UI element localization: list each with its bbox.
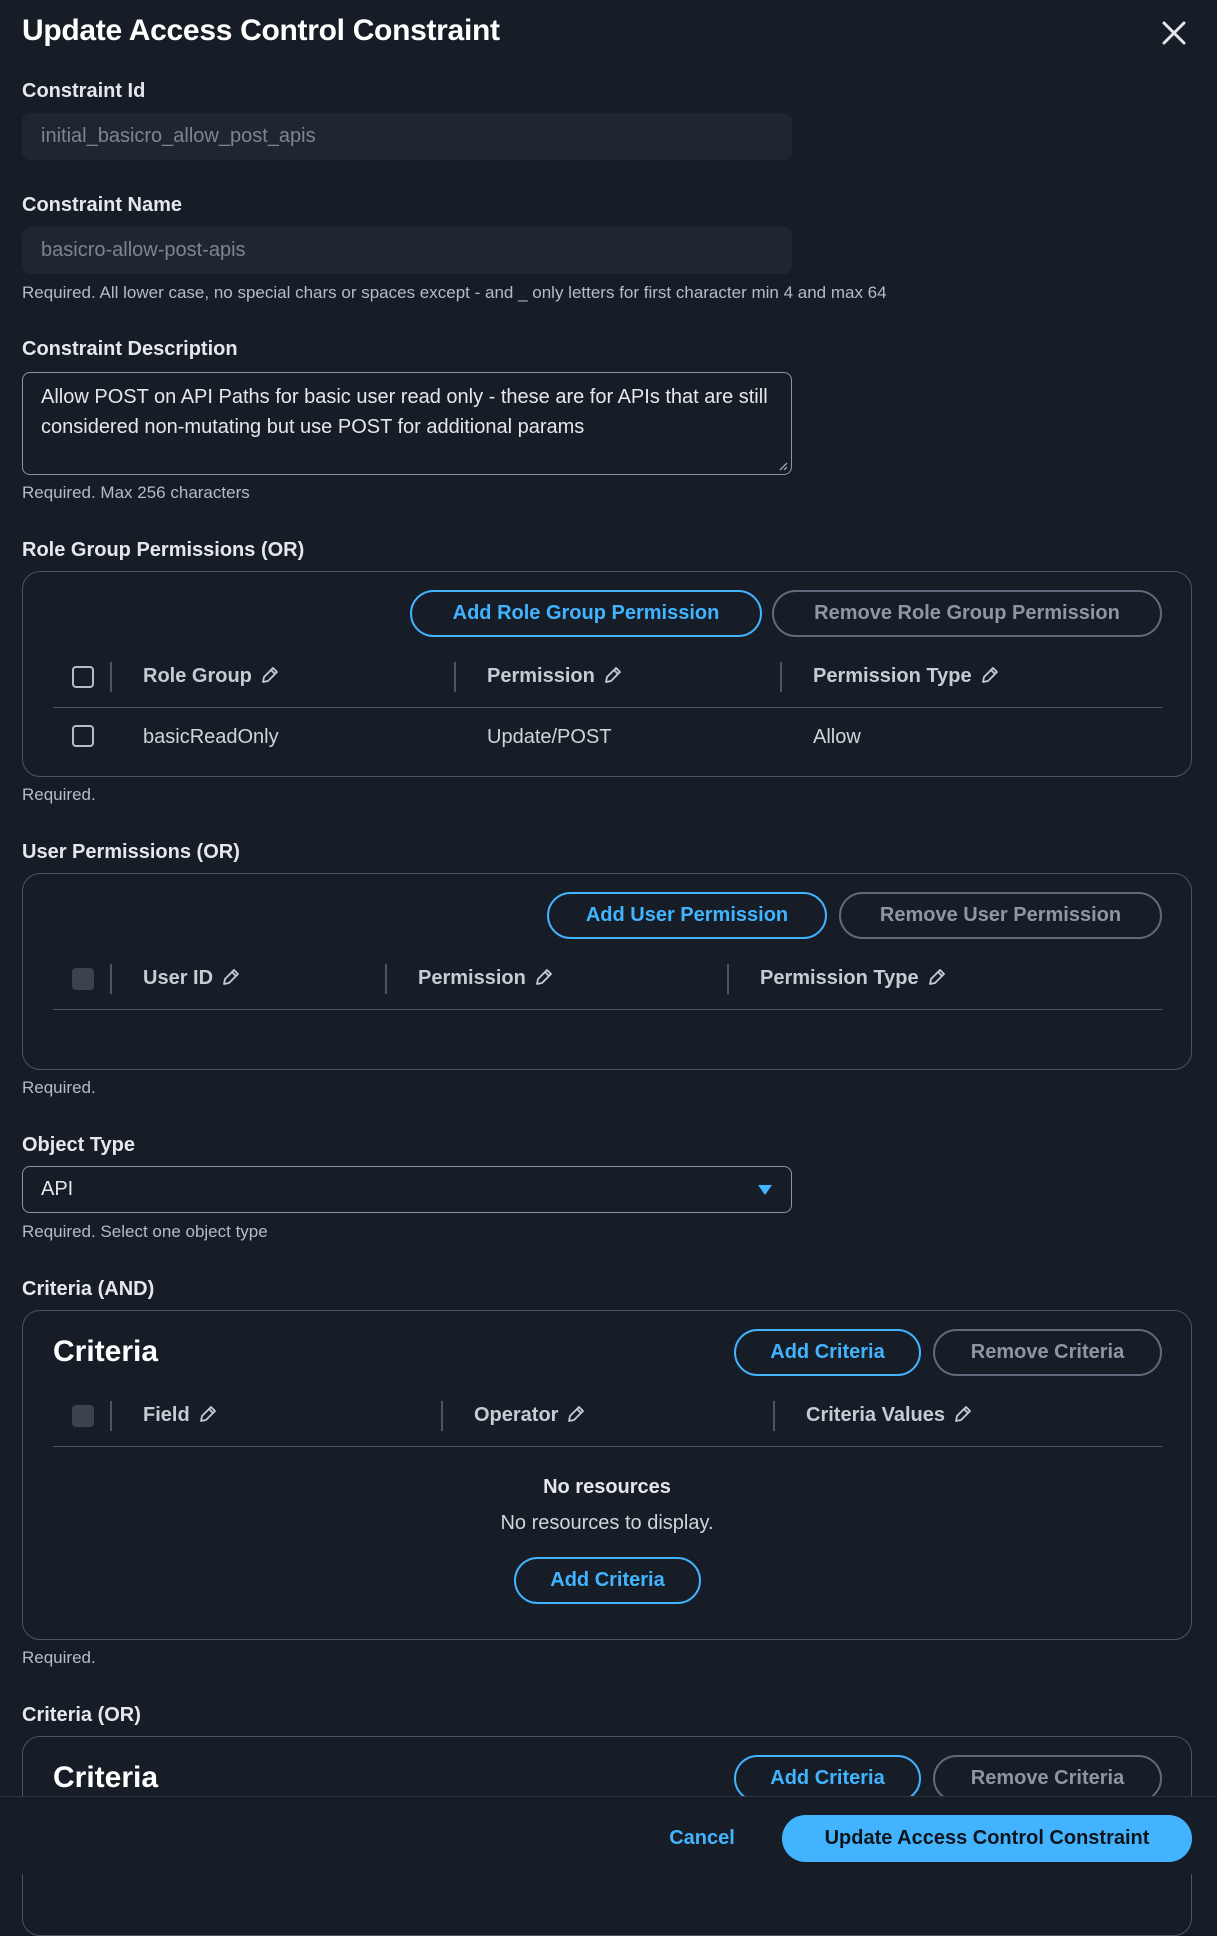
user-permissions-hint: Required.: [22, 1078, 96, 1097]
constraint-description-label: Constraint Description: [22, 338, 238, 360]
constraint-id-input: initial_basicro_allow_post_apis: [22, 113, 792, 160]
header-divider: [53, 1009, 1162, 1010]
column-header-label: Permission: [418, 967, 526, 989]
empty-state-text: No resources to display.: [500, 1512, 714, 1534]
remove-criteria-button[interactable]: Remove Criteria: [933, 1329, 1162, 1376]
remove-role-group-permission-button[interactable]: Remove Role Group Permission: [772, 590, 1162, 637]
column-header-label: User ID: [143, 967, 214, 989]
pencil-icon: [198, 1404, 218, 1424]
column-separator: [773, 1401, 775, 1431]
object-type-label: Object Type: [22, 1134, 135, 1156]
dialog-title: Update Access Control Constraint: [22, 14, 500, 47]
role-group-cell: basicReadOnly: [143, 726, 279, 748]
caret-down-icon: [757, 1184, 773, 1196]
header-divider: [53, 707, 1162, 708]
column-header-permission-type[interactable]: [760, 967, 947, 990]
column-separator: [110, 1401, 112, 1431]
column-header-criteria-values[interactable]: [806, 1404, 973, 1427]
constraint-name-label: Constraint Name: [22, 194, 183, 216]
dialog-footer: [0, 1796, 1217, 1874]
add-role-group-permission-button[interactable]: Add Role Group Permission: [410, 590, 762, 637]
permission-type-cell: Allow: [813, 726, 861, 748]
constraint-description-textarea[interactable]: [22, 372, 792, 475]
column-separator: [441, 1401, 443, 1431]
remove-user-permission-button[interactable]: Remove User Permission: [839, 892, 1162, 939]
permission-cell: Update/POST: [487, 726, 612, 748]
remove-criteria-button[interactable]: Remove Criteria: [933, 1755, 1162, 1802]
role-group-permissions-card: [22, 571, 1192, 777]
constraint-name-hint: Required. All lower case, no special chars or spaces except - and _ only letters for first character min 4 and max 64: [22, 283, 887, 302]
criteria-or-label: Criteria (OR): [22, 1704, 141, 1726]
column-separator: [110, 964, 112, 994]
column-header-user-id[interactable]: [143, 967, 241, 990]
header-divider: [53, 1446, 1162, 1447]
criteria-card-title: Criteria: [53, 1761, 159, 1794]
column-header-label: Permission: [487, 665, 595, 687]
column-header-label: Permission Type: [760, 967, 919, 989]
column-separator: [780, 662, 782, 692]
pencil-icon: [534, 967, 554, 987]
pencil-icon: [566, 1404, 586, 1424]
select-all-checkbox[interactable]: [72, 1405, 94, 1427]
column-separator: [727, 964, 729, 994]
update-constraint-button[interactable]: Update Access Control Constraint: [782, 1815, 1192, 1862]
add-criteria-button[interactable]: Add Criteria: [734, 1329, 921, 1376]
column-header-permission-type[interactable]: [813, 665, 1000, 688]
column-header-label: Role Group: [143, 665, 252, 687]
empty-state-title: No resources: [543, 1476, 671, 1498]
select-all-checkbox[interactable]: [72, 968, 94, 990]
pencil-icon: [980, 665, 1000, 685]
role-group-permissions-hint: Required.: [22, 785, 96, 804]
column-header-field[interactable]: [143, 1404, 218, 1427]
constraint-id-label: Constraint Id: [22, 80, 146, 102]
column-header-permission[interactable]: [487, 665, 623, 688]
column-separator: [454, 662, 456, 692]
column-header-label: Field: [143, 1404, 190, 1426]
pencil-icon: [260, 665, 280, 685]
criteria-and-label: Criteria (AND): [22, 1278, 155, 1300]
add-user-permission-button[interactable]: Add User Permission: [547, 892, 827, 939]
column-header-operator[interactable]: [474, 1404, 586, 1427]
constraint-name-input: basicro-allow-post-apis: [22, 227, 792, 274]
pencil-icon: [953, 1404, 973, 1424]
object-type-value: API: [41, 1178, 74, 1200]
close-icon[interactable]: [1158, 17, 1190, 49]
column-header-label: Criteria Values: [806, 1404, 945, 1426]
column-separator: [385, 964, 387, 994]
pencil-icon: [927, 967, 947, 987]
constraint-description-text: Allow POST on API Paths for basic user read only - these are for APIs that are still considered non-mutating but use POST for additional params: [41, 386, 768, 438]
select-all-checkbox[interactable]: [72, 666, 94, 688]
pencil-icon: [603, 665, 623, 685]
column-header-label: Permission Type: [813, 665, 972, 687]
user-permissions-card: [22, 873, 1192, 1070]
column-separator: [110, 662, 112, 692]
column-header-permission[interactable]: [418, 967, 554, 990]
row-checkbox[interactable]: [72, 725, 94, 747]
object-type-hint: Required. Select one object type: [22, 1222, 268, 1241]
resize-handle-icon[interactable]: [778, 461, 788, 471]
constraint-description-hint: Required. Max 256 characters: [22, 483, 250, 502]
empty-state-add-criteria-button[interactable]: Add Criteria: [514, 1557, 701, 1604]
criteria-card-title: Criteria: [53, 1335, 159, 1368]
column-header-label: Operator: [474, 1404, 559, 1426]
criteria-and-hint: Required.: [22, 1648, 96, 1667]
cancel-button[interactable]: Cancel: [669, 1827, 735, 1849]
role-group-permissions-label: Role Group Permissions (OR): [22, 539, 305, 561]
add-criteria-button[interactable]: Add Criteria: [734, 1755, 921, 1802]
user-permissions-label: User Permissions (OR): [22, 841, 240, 863]
column-header-role-group[interactable]: [143, 665, 280, 688]
criteria-and-card: [22, 1310, 1192, 1640]
pencil-icon: [221, 967, 241, 987]
object-type-select[interactable]: [22, 1166, 792, 1213]
